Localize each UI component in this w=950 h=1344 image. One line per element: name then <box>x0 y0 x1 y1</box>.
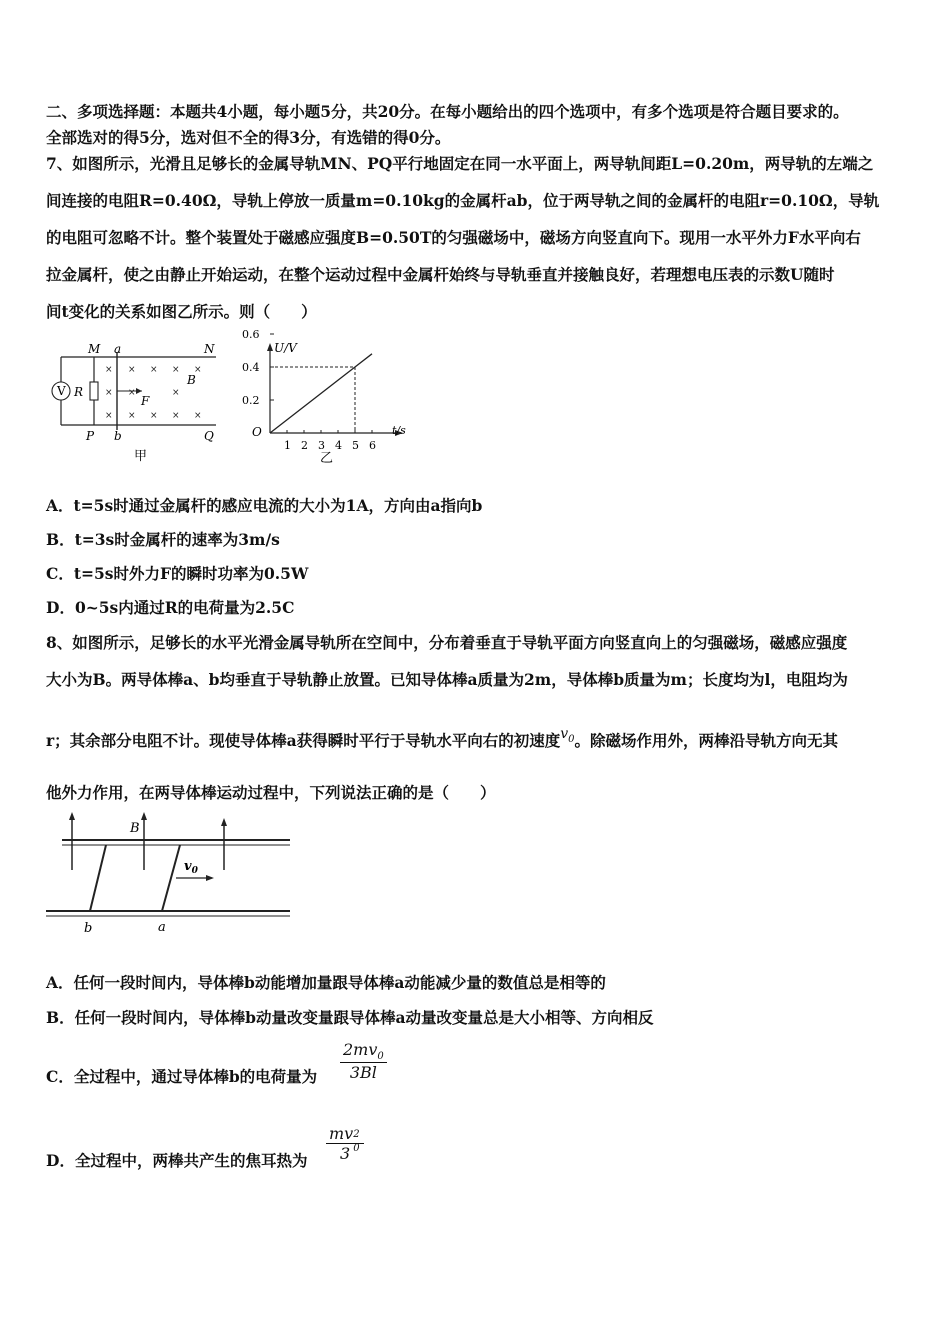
q8-label-B: B <box>130 821 140 836</box>
q8-label-b: b <box>84 921 93 936</box>
y-axis-arrow <box>267 343 273 351</box>
label-P: P <box>86 429 95 443</box>
q7-line-4: 拉金属杆，使之由静止开始运动，在整个运动过程中金属杆始终与导轨垂直并接触良好，若理想电压表的示数U随时 <box>46 265 835 284</box>
caption-jia: 甲 <box>134 449 148 464</box>
x-tick-label: 5 <box>352 439 359 452</box>
y-tick-label: 0.2 <box>242 394 260 407</box>
fraction-denominator: 3Bl <box>340 1062 387 1082</box>
label-M: M <box>88 342 101 356</box>
x-tick-label: 1 <box>284 439 291 452</box>
label-b: b <box>114 429 122 443</box>
q8-line-4: 他外力作用，在两导体棒运动过程中，下列说法正确的是（ ） <box>46 783 496 802</box>
svg-text:×: × <box>128 388 136 398</box>
y-axis-label: U/V <box>274 341 297 355</box>
q7-option-b: B．t=3s时金属杆的速率为3m/s <box>46 530 280 549</box>
origin-label: O <box>252 425 262 439</box>
label-N: N <box>204 342 215 356</box>
svg-text:×: × <box>105 388 113 398</box>
q7-option-c: C．t=5s时外力F的瞬时功率为0.5W <box>46 564 309 583</box>
fraction-numerator: mv 2 0 <box>329 1124 360 1154</box>
y-tick-label: 0.6 <box>242 328 260 341</box>
label-F: F <box>141 394 150 408</box>
q8-option-d: D．全过程中，两棒共产生的焦耳热为 <box>46 1151 308 1170</box>
q8-label-a: a <box>158 920 166 935</box>
x-tick-label: 3 <box>318 439 325 452</box>
q7-option-a: A．t=5s时通过金属杆的感应电流的大小为1A，方向由a指向b <box>46 496 483 515</box>
q8-option-a: A．任何一段时间内，导体棒b动能增加量跟导体棒a动能减少量的数值总是相等的 <box>46 973 606 992</box>
svg-text:×: × <box>128 411 136 421</box>
svg-text:×: × <box>128 365 136 375</box>
section-title: 二、多项选择题：本题共4小题，每小题5分，共20分。在每小题给出的四个选项中，有多个选项是符合题目要求的。 <box>46 102 849 121</box>
resistor-label: R <box>74 385 84 399</box>
q8-option-d-fraction <box>326 1124 364 1163</box>
svg-text:×: × <box>172 388 180 398</box>
svg-text:×: × <box>194 365 202 375</box>
q8-option-c: C．全过程中，通过导体棒b的电荷量为 <box>46 1067 318 1086</box>
q7-line-1: 7、如图所示，光滑且足够长的金属导轨MN、PQ平行地固定在同一水平面上，两导轨间距L=0.20m，两导轨的左端之 <box>46 154 874 173</box>
svg-text:×: × <box>194 411 202 421</box>
q7-line-2: 间连接的电阻R=0.40Ω，导轨上停放一质量m=0.10kg的金属杆ab，位于两导轨之间的金属杆的电阻r=0.10Ω，导轨 <box>46 191 880 210</box>
x-axis-label: t/s <box>392 424 406 437</box>
label-a: a <box>114 342 122 356</box>
y-tick-label: 0.4 <box>242 361 260 374</box>
initial-velocity-symbol: $v_0$ <box>560 726 575 745</box>
q8-option-b: B．任何一段时间内，导体棒b动量改变量跟导体棒a动量改变量总是大小相等、方向相反 <box>46 1008 654 1027</box>
svg-text:×: × <box>150 365 158 375</box>
x-tick-label: 6 <box>369 439 376 452</box>
label-B: B <box>187 373 196 387</box>
svg-text:×: × <box>105 411 113 421</box>
x-tick-label: 2 <box>301 439 308 452</box>
label-Q: Q <box>204 429 214 443</box>
q8-line-1: 8、如图所示，足够长的水平光滑金属导轨所在空间中，分布着垂直于导轨平面方向竖直向上的匀强磁场，磁感应强度 <box>46 633 848 652</box>
caption-yi: 乙 <box>320 451 334 466</box>
series-line-U <box>270 354 372 433</box>
q8-label-v0: $v_0$ <box>184 859 198 876</box>
q8-line-2: 大小为B。两导体棒a、b均垂直于导轨静止放置。已知导体棒a质量为2m，导体棒b质量为m；长度均为l，电阻均为 <box>46 670 848 689</box>
rod-b <box>90 845 106 911</box>
voltmeter-label: V <box>57 384 66 398</box>
q7-figure-yi-chart <box>238 328 418 466</box>
q7-line-5: 间t变化的关系如图乙所示。则（ ） <box>46 302 317 321</box>
q8-line-3-start: r；其余部分电阻不计。现使导体棒a获得瞬时平行于导轨水平向右的初速度 <box>46 731 561 750</box>
q8-line-3-end: 。除磁场作用外，两棒沿导轨方向无其 <box>574 731 839 750</box>
svg-text:×: × <box>172 365 180 375</box>
q8-option-c-fraction <box>340 1040 387 1082</box>
fraction-denominator: 3 <box>326 1143 364 1163</box>
x-tick-label: 4 <box>335 439 342 452</box>
q8-line-3 <box>46 726 839 758</box>
fraction-numerator: $2mv_0$ <box>343 1040 384 1063</box>
q8-figure <box>44 810 294 940</box>
section-scoring: 全部选对的得5分，选对但不全的得3分，有选错的得0分。 <box>46 128 451 147</box>
svg-text:×: × <box>172 411 180 421</box>
svg-text:×: × <box>105 365 113 375</box>
q7-figure-jia <box>44 340 234 462</box>
q7-option-d: D．0~5s内通过R的电荷量为2.5C <box>46 598 295 617</box>
q7-line-3: 的电阻可忽略不计。整个装置处于磁感应强度B=0.50T的匀强磁场中，磁场方向竖直向下。现用一水平外力F水平向右 <box>46 228 861 247</box>
svg-text:×: × <box>150 411 158 421</box>
